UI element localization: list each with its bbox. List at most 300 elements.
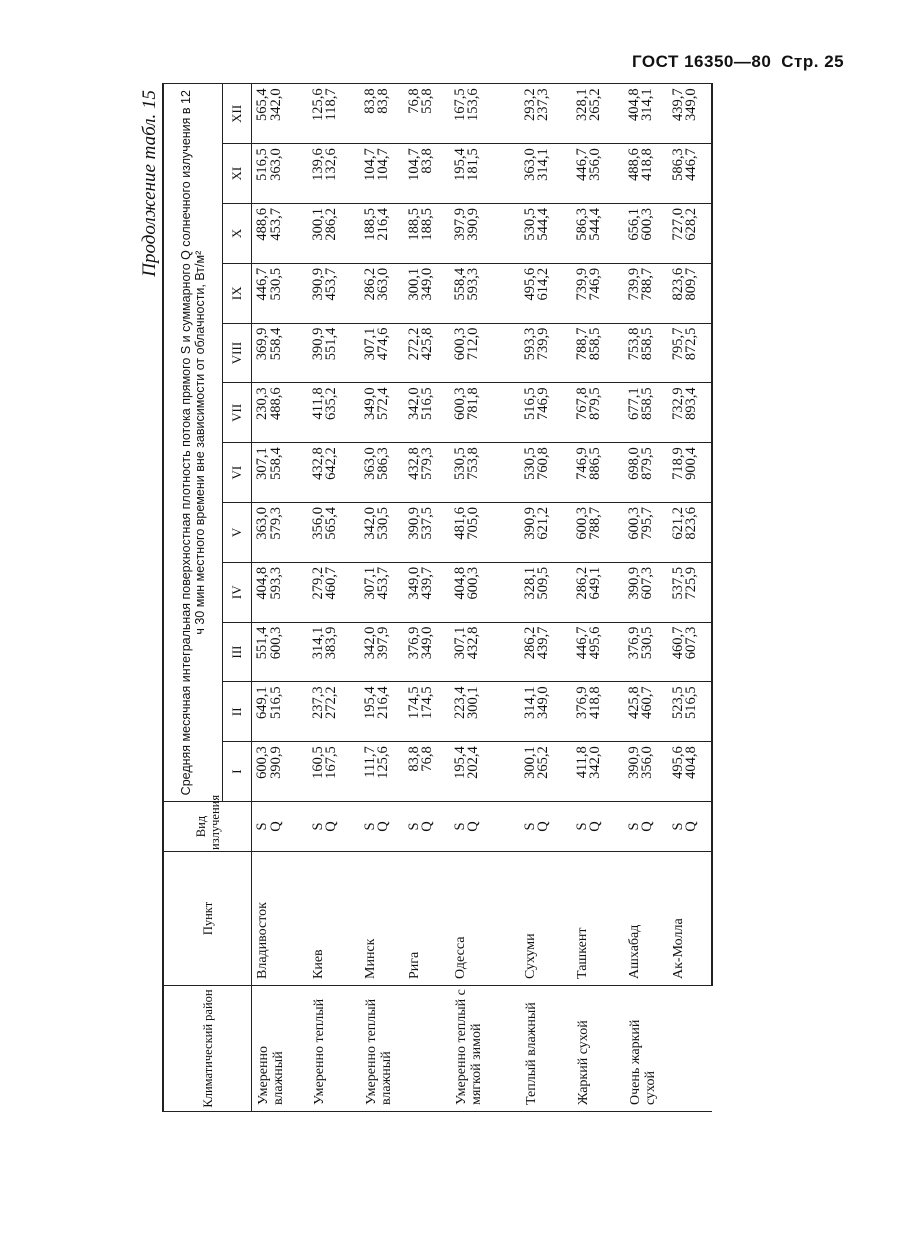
value-cell bbox=[360, 443, 404, 503]
value-Q: 125,6 bbox=[375, 746, 391, 779]
value-Q: 439,7 bbox=[419, 566, 435, 600]
kind-label: S bbox=[521, 822, 538, 831]
value-S: 139,6 bbox=[309, 148, 326, 181]
value-Q: 188,5 bbox=[419, 208, 435, 241]
value-Q: 300,1 bbox=[465, 686, 481, 720]
value-S: 349,0 bbox=[361, 387, 378, 421]
value-cell bbox=[624, 742, 668, 802]
value-cell bbox=[252, 443, 308, 503]
radiation-kind bbox=[668, 802, 712, 852]
value-S: 363,0 bbox=[361, 447, 378, 480]
value-S: 376,9 bbox=[573, 686, 590, 720]
value-Q: 565,4 bbox=[323, 507, 339, 540]
value-S: 286,2 bbox=[573, 566, 590, 600]
value-Q: 649,1 bbox=[587, 566, 603, 600]
value-S: 600,3 bbox=[625, 507, 642, 540]
header-month: X bbox=[223, 204, 252, 264]
value-cell bbox=[404, 323, 450, 383]
value-cell bbox=[668, 622, 712, 682]
kind-label: Q bbox=[535, 821, 551, 832]
table-row bbox=[360, 84, 404, 1112]
value-cell bbox=[624, 622, 668, 682]
value-cell bbox=[308, 263, 360, 323]
value-cell bbox=[252, 503, 308, 563]
value-cell bbox=[308, 562, 360, 622]
value-cell bbox=[520, 682, 572, 742]
radiation-kind bbox=[450, 802, 520, 852]
value-S: 753,8 bbox=[625, 327, 642, 361]
value-cell bbox=[450, 204, 520, 264]
value-Q: 593,3 bbox=[267, 566, 284, 600]
kind-label: Q bbox=[683, 821, 699, 832]
page-header bbox=[632, 52, 844, 72]
kind-label: S bbox=[254, 822, 270, 831]
value-Q: 614,2 bbox=[535, 267, 551, 301]
region-name: Жаркий сухой bbox=[572, 986, 624, 1112]
value-cell bbox=[450, 84, 520, 144]
value-Q: 265,2 bbox=[535, 746, 551, 779]
value-cell bbox=[520, 204, 572, 264]
value-Q: 104,7 bbox=[375, 148, 391, 181]
value-S: 698,0 bbox=[625, 447, 642, 480]
value-S: 195,4 bbox=[451, 148, 468, 181]
header-month: I bbox=[223, 742, 252, 802]
value-Q: 607,3 bbox=[683, 626, 699, 660]
value-Q: 530,5 bbox=[267, 267, 284, 301]
value-S: 460,7 bbox=[669, 626, 686, 660]
value-Q: 705,0 bbox=[465, 507, 481, 540]
header-month: IV bbox=[223, 562, 252, 622]
value-cell bbox=[252, 383, 308, 443]
kind-label: Q bbox=[267, 821, 284, 832]
value-cell bbox=[308, 144, 360, 204]
value-Q: 746,9 bbox=[587, 267, 603, 301]
value-S: 495,6 bbox=[669, 746, 686, 779]
header-month: VI bbox=[223, 443, 252, 503]
value-Q: 418,8 bbox=[639, 148, 655, 181]
value-S: 104,7 bbox=[405, 148, 422, 181]
value-cell bbox=[624, 84, 668, 144]
value-cell bbox=[360, 562, 404, 622]
value-Q: 642,2 bbox=[323, 447, 339, 480]
value-S: 788,7 bbox=[573, 327, 590, 361]
value-Q: 760,8 bbox=[535, 447, 551, 480]
value-Q: 579,3 bbox=[419, 447, 435, 480]
value-Q: 516,5 bbox=[419, 387, 435, 421]
value-S: 174,5 bbox=[405, 686, 422, 720]
value-S: 76,8 bbox=[405, 88, 422, 114]
value-Q: 788,7 bbox=[587, 507, 603, 540]
value-Q: 132,6 bbox=[323, 148, 339, 181]
value-S: 404,8 bbox=[625, 88, 642, 122]
value-S: 718,9 bbox=[669, 447, 686, 480]
value-Q: 390,9 bbox=[465, 208, 481, 241]
value-Q: 265,2 bbox=[587, 88, 603, 122]
value-cell bbox=[668, 562, 712, 622]
value-cell bbox=[572, 323, 624, 383]
value-cell bbox=[450, 622, 520, 682]
value-S: 586,3 bbox=[669, 148, 686, 181]
value-S: 328,1 bbox=[521, 566, 538, 600]
value-S: 600,3 bbox=[451, 387, 468, 421]
value-S: 432,8 bbox=[405, 447, 422, 480]
value-cell bbox=[572, 562, 624, 622]
value-S: 551,4 bbox=[254, 626, 270, 660]
radiation-kind bbox=[520, 802, 572, 852]
kind-label: Q bbox=[639, 821, 655, 832]
value-Q: 174,5 bbox=[419, 686, 435, 720]
value-Q: 879,5 bbox=[639, 447, 655, 480]
value-Q: 586,3 bbox=[375, 447, 391, 480]
value-Q: 216,4 bbox=[375, 686, 391, 720]
value-cell bbox=[308, 204, 360, 264]
value-cell bbox=[624, 503, 668, 563]
value-cell bbox=[404, 503, 450, 563]
value-S: 272,2 bbox=[405, 327, 422, 361]
value-cell bbox=[404, 682, 450, 742]
value-S: 369,9 bbox=[254, 327, 270, 361]
kind-label: S bbox=[573, 822, 590, 831]
city-name: Ак-Молла bbox=[668, 852, 712, 986]
value-cell bbox=[668, 383, 712, 443]
value-S: 495,6 bbox=[521, 267, 538, 301]
kind-label: S bbox=[361, 822, 378, 831]
value-cell bbox=[404, 742, 450, 802]
value-S: 125,6 bbox=[309, 88, 326, 122]
value-Q: 823,6 bbox=[683, 507, 699, 540]
value-cell bbox=[404, 84, 450, 144]
value-cell bbox=[404, 443, 450, 503]
value-Q: 530,5 bbox=[639, 626, 655, 660]
value-Q: 383,9 bbox=[323, 626, 339, 660]
value-cell bbox=[404, 204, 450, 264]
value-cell bbox=[450, 144, 520, 204]
value-Q: 795,7 bbox=[639, 507, 655, 540]
value-Q: 460,7 bbox=[323, 566, 339, 600]
value-S: 411,8 bbox=[309, 387, 326, 420]
value-S: 237,3 bbox=[309, 686, 326, 720]
value-S: 795,7 bbox=[669, 327, 686, 361]
value-S: 481,6 bbox=[451, 507, 468, 540]
table-row bbox=[404, 84, 450, 1112]
value-S: 314,1 bbox=[309, 626, 326, 660]
value-Q: 600,3 bbox=[639, 208, 655, 241]
value-Q: 628,2 bbox=[683, 208, 699, 241]
value-cell bbox=[404, 562, 450, 622]
value-S: 307,1 bbox=[361, 566, 378, 600]
value-Q: 600,3 bbox=[267, 626, 284, 660]
value-S: 286,2 bbox=[521, 626, 538, 660]
header-month: V bbox=[223, 503, 252, 563]
value-cell bbox=[360, 383, 404, 443]
kind-label: S bbox=[669, 822, 686, 831]
value-S: 446,7 bbox=[573, 148, 590, 181]
radiation-kind bbox=[404, 802, 450, 852]
value-cell bbox=[252, 742, 308, 802]
value-cell bbox=[252, 84, 308, 144]
value-S: 363,0 bbox=[521, 148, 538, 181]
value-Q: 118,7 bbox=[323, 88, 339, 121]
standard-number: ГОСТ 16350—80 bbox=[632, 52, 772, 71]
value-Q: 607,3 bbox=[639, 566, 655, 600]
value-S: 739,9 bbox=[625, 267, 642, 301]
value-cell bbox=[624, 323, 668, 383]
header-kind: Вид излучения bbox=[163, 802, 252, 852]
value-Q: 858,5 bbox=[639, 387, 655, 421]
value-cell bbox=[252, 204, 308, 264]
value-Q: 363,0 bbox=[267, 148, 284, 181]
value-cell bbox=[572, 204, 624, 264]
value-Q: 572,4 bbox=[375, 387, 391, 421]
kind-label: S bbox=[405, 822, 422, 831]
kind-label: Q bbox=[323, 821, 339, 832]
value-cell bbox=[360, 682, 404, 742]
value-cell bbox=[308, 503, 360, 563]
value-Q: 286,2 bbox=[323, 208, 339, 241]
value-S: 293,2 bbox=[521, 88, 538, 122]
header-region: Климатический район bbox=[163, 986, 252, 1112]
value-cell bbox=[360, 323, 404, 383]
value-Q: 879,5 bbox=[587, 387, 603, 421]
header-month: IX bbox=[223, 263, 252, 323]
value-cell bbox=[572, 742, 624, 802]
value-Q: 349,0 bbox=[419, 626, 435, 660]
region-name: Умеренно влажный bbox=[252, 986, 308, 1112]
region-name: Умеренно теплый с мягкой зимой bbox=[450, 986, 520, 1112]
value-S: 530,5 bbox=[521, 208, 538, 241]
table-row bbox=[450, 84, 520, 1112]
value-Q: 418,8 bbox=[587, 686, 603, 720]
value-Q: 181,5 bbox=[465, 148, 481, 181]
value-S: 104,7 bbox=[361, 148, 378, 181]
city-name: Одесса bbox=[450, 852, 520, 986]
value-cell bbox=[360, 622, 404, 682]
value-Q: 712,0 bbox=[465, 327, 481, 361]
header-title: Средняя месячная интегральная поверхностная плотность потока прямого S и суммарного Q солнечного излучения в 12 ч 30 мин местного времени вне зависимости от облачности, Вт/м² bbox=[163, 84, 223, 802]
value-cell bbox=[572, 263, 624, 323]
value-S: 342,0 bbox=[405, 387, 422, 421]
value-Q: 314,1 bbox=[535, 148, 551, 181]
value-S: 307,1 bbox=[254, 447, 270, 480]
value-S: 286,2 bbox=[361, 267, 378, 301]
value-cell bbox=[450, 503, 520, 563]
value-Q: 356,0 bbox=[587, 148, 603, 181]
value-S: 600,3 bbox=[573, 507, 590, 540]
value-cell bbox=[360, 742, 404, 802]
value-cell bbox=[360, 144, 404, 204]
value-Q: 397,9 bbox=[375, 626, 391, 660]
value-Q: 544,4 bbox=[587, 208, 603, 241]
region-name: Умеренно теплый bbox=[308, 986, 360, 1112]
kind-label: Q bbox=[587, 821, 603, 832]
value-S: 530,5 bbox=[451, 447, 468, 480]
value-Q: 55,8 bbox=[419, 88, 435, 114]
value-S: 446,7 bbox=[573, 626, 590, 660]
value-cell bbox=[668, 84, 712, 144]
value-Q: 474,6 bbox=[375, 327, 391, 361]
value-cell bbox=[404, 383, 450, 443]
value-cell bbox=[308, 383, 360, 443]
value-cell bbox=[668, 204, 712, 264]
value-S: 600,3 bbox=[254, 746, 270, 779]
value-S: 390,9 bbox=[625, 746, 642, 779]
radiation-table bbox=[162, 83, 713, 1112]
page-number: Стр. 25 bbox=[781, 52, 845, 71]
header-month: III bbox=[223, 622, 252, 682]
radiation-kind bbox=[252, 802, 308, 852]
value-Q: 453,7 bbox=[375, 566, 391, 600]
value-S: 488,6 bbox=[254, 208, 270, 241]
value-S: 732,9 bbox=[669, 387, 686, 421]
value-Q: 558,4 bbox=[267, 327, 284, 361]
value-cell bbox=[308, 682, 360, 742]
value-Q: 872,5 bbox=[683, 327, 699, 361]
value-S: 439,7 bbox=[669, 88, 686, 122]
value-Q: 83,8 bbox=[419, 148, 435, 174]
table-row bbox=[252, 84, 308, 1112]
value-S: 565,4 bbox=[254, 88, 270, 122]
table-caption: Продолжение табл. 15 bbox=[139, 90, 160, 277]
value-Q: 349,0 bbox=[535, 686, 551, 720]
value-cell bbox=[308, 84, 360, 144]
value-Q: 432,8 bbox=[465, 626, 481, 660]
city-name: Киев bbox=[308, 852, 360, 986]
table-row bbox=[624, 84, 668, 1112]
value-S: 83,8 bbox=[405, 746, 422, 772]
value-Q: 202,4 bbox=[465, 746, 481, 779]
value-Q: 558,4 bbox=[267, 447, 284, 480]
value-cell bbox=[520, 742, 572, 802]
city-name: Владивосток bbox=[252, 852, 308, 986]
value-cell bbox=[360, 503, 404, 563]
header-month: XI bbox=[223, 144, 252, 204]
value-Q: 537,5 bbox=[419, 507, 435, 540]
value-cell bbox=[404, 622, 450, 682]
value-cell bbox=[572, 144, 624, 204]
value-S: 363,0 bbox=[254, 507, 270, 540]
value-Q: 858,5 bbox=[639, 327, 655, 361]
value-Q: 621,2 bbox=[535, 507, 551, 540]
kind-label: Q bbox=[375, 821, 391, 832]
value-Q: 404,8 bbox=[683, 746, 699, 779]
value-Q: 460,7 bbox=[639, 686, 655, 720]
city-name: Минск bbox=[360, 852, 404, 986]
value-S: 342,0 bbox=[361, 626, 378, 660]
value-Q: 900,4 bbox=[683, 447, 699, 480]
value-S: 160,5 bbox=[309, 746, 326, 779]
value-S: 600,3 bbox=[451, 327, 468, 361]
city-name: Сухуми bbox=[520, 852, 572, 986]
value-Q: 516,5 bbox=[683, 686, 699, 720]
value-cell bbox=[624, 263, 668, 323]
value-cell bbox=[520, 443, 572, 503]
value-Q: 509,5 bbox=[535, 566, 551, 600]
value-cell bbox=[668, 144, 712, 204]
value-cell bbox=[624, 682, 668, 742]
value-cell bbox=[450, 742, 520, 802]
value-cell bbox=[308, 622, 360, 682]
value-cell bbox=[668, 503, 712, 563]
value-S: 558,4 bbox=[451, 267, 468, 301]
kind-label: S bbox=[451, 822, 468, 831]
value-cell bbox=[668, 742, 712, 802]
value-Q: 356,0 bbox=[639, 746, 655, 779]
value-Q: 342,0 bbox=[587, 746, 603, 779]
value-S: 537,5 bbox=[669, 566, 686, 600]
value-Q: 349,0 bbox=[683, 88, 699, 122]
radiation-kind bbox=[360, 802, 404, 852]
value-cell bbox=[572, 383, 624, 443]
value-cell bbox=[520, 503, 572, 563]
value-S: 649,1 bbox=[254, 686, 270, 720]
value-cell bbox=[520, 622, 572, 682]
value-cell bbox=[520, 263, 572, 323]
value-Q: 453,7 bbox=[267, 208, 284, 241]
value-Q: 453,7 bbox=[323, 267, 339, 301]
value-cell bbox=[572, 682, 624, 742]
value-Q: 495,6 bbox=[587, 626, 603, 660]
value-Q: 781,8 bbox=[465, 387, 481, 421]
value-Q: 809,7 bbox=[683, 267, 699, 301]
value-S: 307,1 bbox=[451, 626, 468, 660]
value-cell bbox=[624, 144, 668, 204]
radiation-kind bbox=[572, 802, 624, 852]
value-cell bbox=[252, 682, 308, 742]
value-S: 390,9 bbox=[521, 507, 538, 540]
value-S: 111,7 bbox=[361, 746, 378, 778]
value-cell bbox=[450, 682, 520, 742]
value-cell bbox=[404, 263, 450, 323]
radiation-kind bbox=[308, 802, 360, 852]
table-row bbox=[668, 84, 712, 1112]
value-cell bbox=[520, 562, 572, 622]
city-name: Ашхабад bbox=[624, 852, 668, 986]
value-cell bbox=[252, 144, 308, 204]
kind-label: Q bbox=[419, 821, 435, 832]
kind-label: Q bbox=[465, 821, 481, 832]
value-cell bbox=[450, 562, 520, 622]
value-cell bbox=[252, 562, 308, 622]
value-S: 767,8 bbox=[573, 387, 590, 421]
value-Q: 216,4 bbox=[375, 208, 391, 241]
value-S: 727,0 bbox=[669, 208, 686, 241]
value-Q: 635,2 bbox=[323, 387, 339, 421]
value-S: 677,1 bbox=[625, 387, 642, 421]
value-cell bbox=[520, 84, 572, 144]
value-Q: 886,5 bbox=[587, 447, 603, 480]
table-row bbox=[520, 84, 572, 1112]
radiation-kind bbox=[624, 802, 668, 852]
value-Q: 893,4 bbox=[683, 387, 699, 421]
table-row bbox=[308, 84, 360, 1112]
value-Q: 167,5 bbox=[323, 746, 339, 779]
value-cell bbox=[308, 742, 360, 802]
value-Q: 342,0 bbox=[267, 88, 284, 122]
value-Q: 753,8 bbox=[465, 447, 481, 480]
value-S: 279,2 bbox=[309, 566, 326, 600]
city-name: Ташкент bbox=[572, 852, 624, 986]
value-Q: 83,8 bbox=[375, 88, 391, 114]
value-S: 349,0 bbox=[405, 566, 422, 600]
value-S: 390,9 bbox=[405, 507, 422, 540]
value-Q: 314,1 bbox=[639, 88, 655, 122]
value-Q: 153,6 bbox=[465, 88, 481, 122]
value-Q: 746,9 bbox=[535, 387, 551, 421]
value-S: 523,5 bbox=[669, 686, 686, 720]
value-S: 425,8 bbox=[625, 686, 642, 720]
value-Q: 739,9 bbox=[535, 327, 551, 361]
value-Q: 530,5 bbox=[375, 507, 391, 540]
